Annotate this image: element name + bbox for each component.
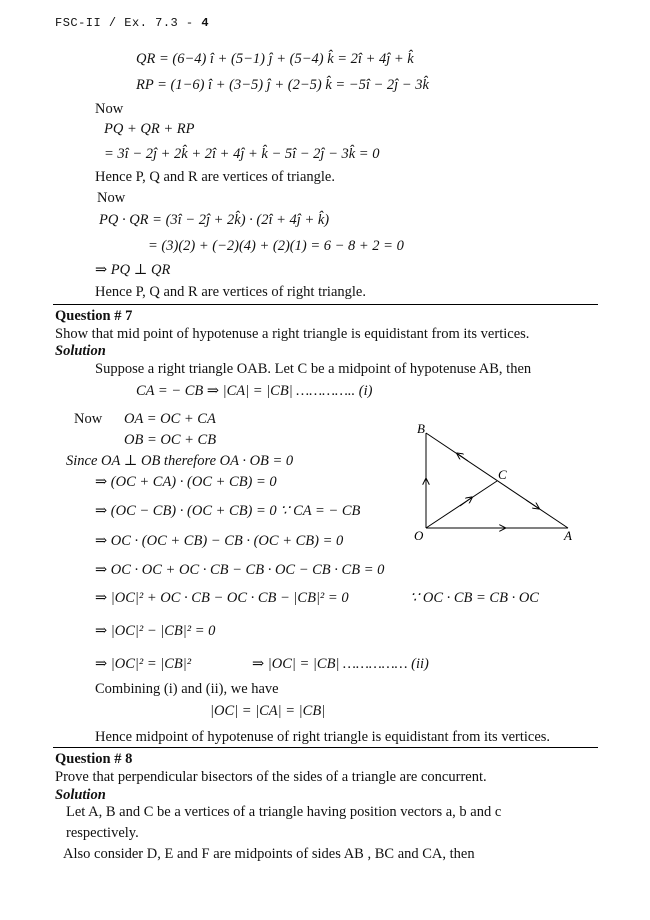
page-header xyxy=(55,14,209,32)
eq-dot-value: = (3)(2) + (−2)(4) + (2)(1) = 6 − 8 + 2 = 0 xyxy=(148,238,404,254)
q7-step-10: ⇒ OC · OC + OC · CB − CB · OC − CB · CB = 0 xyxy=(95,562,385,578)
q7-step-12: ⇒ |OC|² − |CB|² = 0 xyxy=(95,623,216,639)
header-prefix: FSC-II / Ex. 7.3 - xyxy=(55,16,202,30)
question-7-statement: Show that mid point of hypotenuse a right triangle is equidistant from its vertices. xyxy=(55,326,530,342)
divider-q8 xyxy=(53,747,598,748)
q7-step-7: ⇒ (OC + CA) · (OC + CB) = 0 xyxy=(95,474,277,490)
eq-qr: QR = (6−4) î + (5−1) ĵ + (5−4) k̂ = 2î + 4ĵ + k̂ xyxy=(136,51,414,67)
eq-rp: RP = (1−6) î + (3−5) ĵ + (2−5) k̂ = −5î − 2ĵ − 3k̂ xyxy=(136,77,429,93)
q7-step-13-result: ⇒ |OC| = |CB| …………… (ii) xyxy=(252,656,429,672)
q7-step-since: Since OA ⊥ OB therefore OA · OB = 0 xyxy=(66,453,294,469)
q7-step-1: Suppose a right triangle OAB. Let C be a midpoint of hypotenuse AB, then xyxy=(95,361,532,377)
arrow-cb xyxy=(458,454,468,461)
q7-step-9: ⇒ OC · (OC + CB) − CB · (OC + CB) = 0 xyxy=(95,533,344,549)
text-now-1: Now xyxy=(95,101,124,117)
arrow-ca xyxy=(526,500,538,508)
q7-step-11-note: ∵ OC · CB = CB · OC xyxy=(410,590,539,606)
q7-step-ob: OB = OC + CB xyxy=(124,432,217,448)
q7-step-8: ⇒ (OC − CB) · (OC + CB) = 0 ∵ CA = − CB xyxy=(95,503,361,519)
q8-step-2: respectively. xyxy=(66,825,139,841)
eq-sum-zero: = 3î − 2ĵ + 2k̂ + 2î + 4ĵ + k̂ − 5î − 2ĵ − 3k̂ = 0 xyxy=(104,146,380,162)
label-a: A xyxy=(564,528,572,543)
q7-step-equal-lengths: |OC| = |CA| = |CB| xyxy=(210,703,326,719)
eq-perpendicular: ⇒ PQ ⊥ QR xyxy=(95,262,171,278)
text-hence-right-triangle: Hence P, Q and R are vertices of right triangle. xyxy=(95,284,366,300)
arrow-oc xyxy=(460,498,471,506)
q8-step-3: Also consider D, E and F are midpoints of sides AB , BC and CA, then xyxy=(63,846,475,862)
q7-step-11: ⇒ |OC|² + OC · CB − OC · CB − |CB|² = 0 xyxy=(95,590,349,606)
q7-conclusion: Hence midpoint of hypotenuse of right triangle is equidistant from its vertices. xyxy=(95,729,551,745)
text-hence-triangle: Hence P, Q and R are vertices of triangle. xyxy=(95,169,335,185)
right-triangle-figure xyxy=(408,418,588,548)
label-o: O xyxy=(414,528,424,543)
question-8-statement: Prove that perpendicular bisectors of the sides of a triangle are concurrent. xyxy=(55,769,487,785)
label-c: C xyxy=(498,467,507,482)
q7-step-now: Now xyxy=(74,411,103,427)
eq-dot-product: PQ · QR = (3î − 2ĵ + 2k̂) · (2î + 4ĵ + k̂) xyxy=(99,212,330,228)
label-b: B xyxy=(417,421,425,436)
eq-sum-vectors: PQ + QR + RP xyxy=(104,121,195,137)
question-7-title: Question # 7 xyxy=(55,308,133,324)
question-7-solution-label: Solution xyxy=(55,343,106,359)
question-8-solution-label: Solution xyxy=(55,787,106,803)
q8-step-1: Let A, B and C be a vertices of a triangle having position vectors a, b and c xyxy=(66,804,502,820)
q7-step-oa: OA = OC + CA xyxy=(124,411,216,427)
q7-step-2: CA = − CB ⇒ |CA| = |CB| ………….. (i) xyxy=(136,383,373,399)
question-8-title: Question # 8 xyxy=(55,751,133,767)
q7-step-13: ⇒ |OC|² = |CB|² xyxy=(95,656,192,672)
text-now-2: Now xyxy=(97,190,126,206)
q7-step-combining: Combining (i) and (ii), we have xyxy=(95,681,279,697)
page-number: 4 xyxy=(201,16,210,30)
divider-q7 xyxy=(53,304,598,305)
